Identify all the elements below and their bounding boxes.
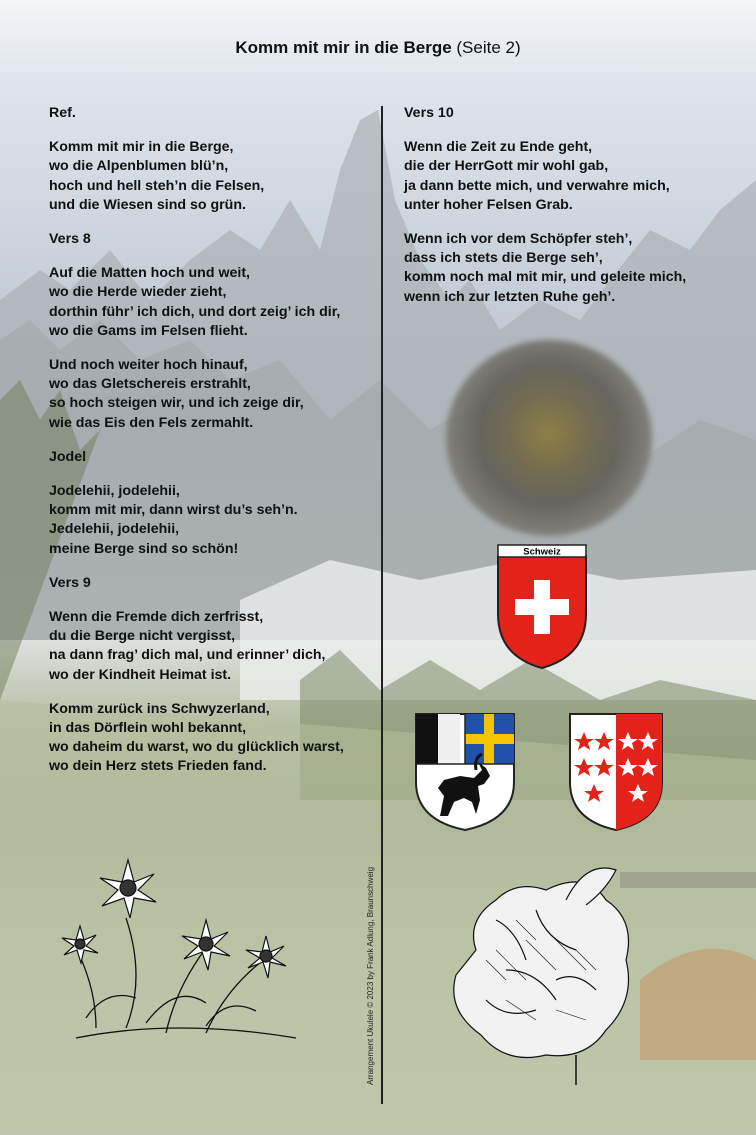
blurred-photo [446, 340, 652, 536]
graubuenden-coat-of-arms [414, 712, 516, 832]
ref-heading: Ref. [49, 105, 76, 121]
page-title [0, 38, 756, 58]
vers9-stanza-2: Komm zurück ins Schwyzerland, in das Dörflein wohl bekannt, wo daheim du warst, wo du glücklich warst, wo dein Herz stets Frieden fand. [49, 700, 344, 775]
vers10-stanza-1: Wenn die Zeit zu Ende geht, die der HerrGott mir wohl gab, ja dann bette mich, und verwahre mich, unter hoher Felsen Grab. [404, 139, 670, 213]
right-column [404, 104, 744, 322]
jodel-heading: Jodel [49, 448, 87, 465]
edelweiss-illustration [56, 848, 316, 1044]
vers8-heading: Vers 8 [49, 231, 91, 248]
vers9-stanza-1: Wenn die Fremde dich zerfrisst, du die Berge nicht vergisst, na dann frag’ dich mal, und erinner’ dich, wo der Kindheit Heimat ist. [49, 609, 326, 683]
vers10-stanza-2: Wenn ich vor dem Schöpfer steh’, dass ich stets die Berge seh’, komm noch mal mit mir, und geleite mich, wenn ich zur letzten Ruhe geh’. [404, 231, 687, 305]
vers8-stanza-2: Und noch weiter hoch hinauf, wo das Gletschereis erstrahlt, so hoch steigen wir, und ich zeige dir, wie das Eis den Fels zermahlt. [49, 357, 304, 431]
crest-label: Schweiz [523, 546, 561, 558]
left-column [49, 104, 374, 792]
ref-text: Komm mit mir in die Berge, wo die Alpenblumen blü’n, hoch und hell steh’n die Felsen, und die Wiesen sind so grün. [49, 139, 265, 213]
swiss-coat-of-arms [496, 544, 588, 670]
title-page: (Seite 2) [451, 38, 521, 57]
vers8-stanza-1: Auf die Matten hoch und weit, wo die Herde wieder zieht, dorthin führ’ ich dich, und dort zeig’ ich dir, wo die Gams im Felsen flieht. [49, 265, 341, 339]
title-main: Komm mit mir in die Berge [235, 38, 452, 57]
arrangement-credit: Arrangement Ukulele © 2023 by Frank Adlung, Braunschweig [366, 866, 375, 1085]
column-divider [381, 106, 383, 1104]
gentian-illustration [436, 860, 636, 1090]
vers10-heading: Vers 10 [404, 105, 454, 121]
vers9-heading: Vers 9 [49, 574, 91, 591]
wallis-coat-of-arms [568, 712, 664, 832]
jodel-text: Jodelehii, jodelehii, komm mit mir, dann wirst du’s seh’n. Jedelehii, jodelehii, meine Berge sind so schön! [49, 483, 298, 557]
